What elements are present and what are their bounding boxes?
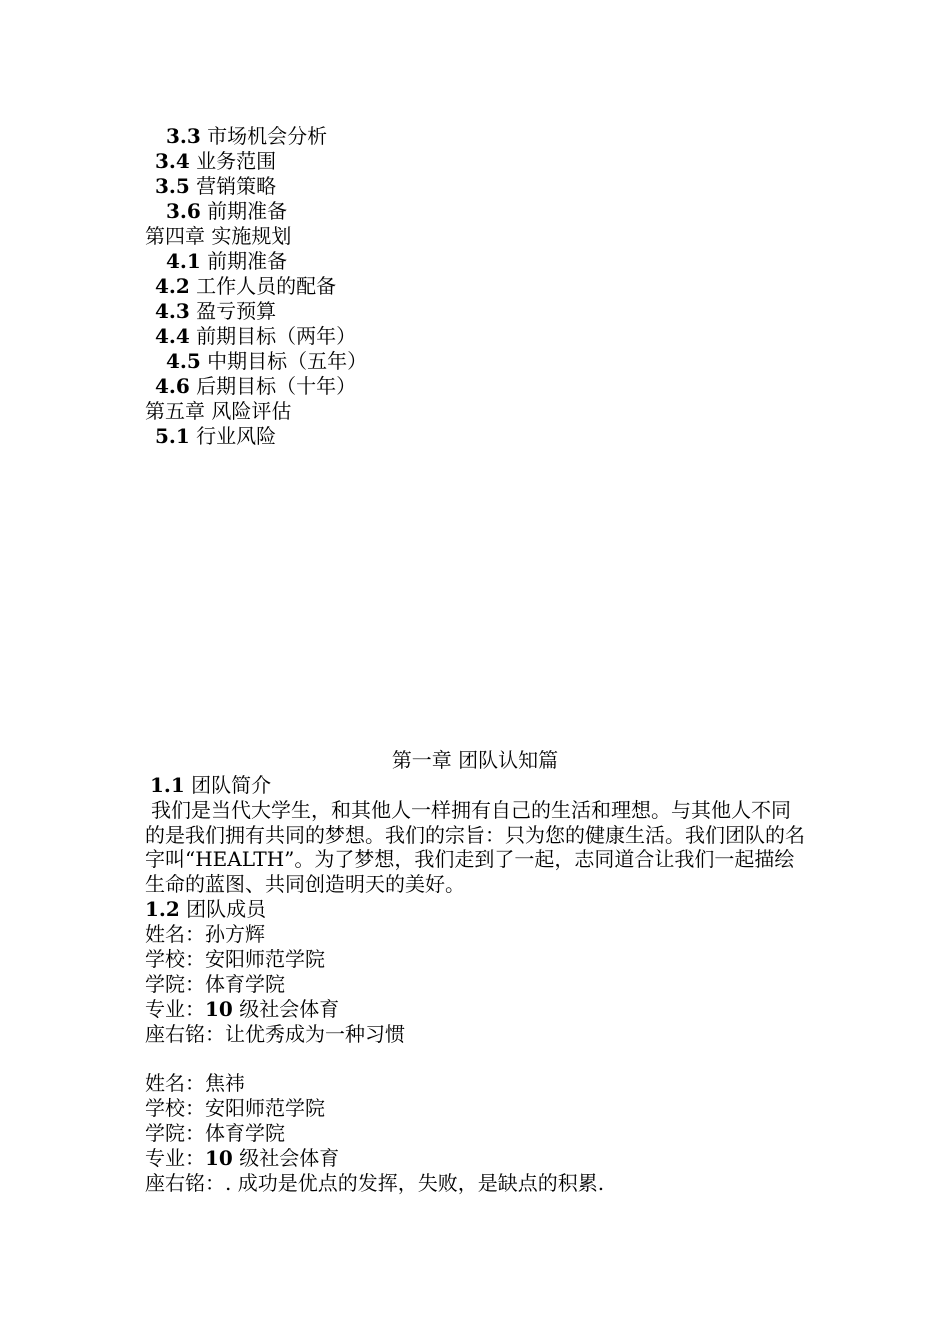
toc-text: 行业风险 [196, 424, 277, 448]
toc-item-4-5[interactable] [166, 349, 367, 373]
major-label: 专业： [145, 1146, 205, 1170]
toc-item-3-5[interactable] [155, 174, 276, 198]
toc-number: 4.5 [166, 349, 201, 373]
section-heading-1-2 [145, 897, 266, 921]
section-heading-1-1 [150, 773, 271, 797]
major-label: 专业： [145, 997, 205, 1021]
toc-text: 工作人员的配备 [196, 274, 337, 298]
member-motto: 座右铭：让优秀成为一种习惯 [145, 1022, 405, 1046]
member-name: 姓名：焦祎 [145, 1071, 245, 1095]
toc-text: 第四章 实施规划 [145, 224, 292, 248]
member-motto: 座右铭：. 成功是优点的发挥，失败，是缺点的积累. [145, 1171, 605, 1195]
toc-item-3-3[interactable] [166, 124, 327, 148]
toc-item-4-6[interactable] [155, 374, 356, 398]
toc-number: 4.4 [155, 324, 190, 348]
toc-text: 业务范围 [196, 149, 277, 173]
toc-text: 第五章 风险评估 [145, 399, 292, 423]
toc-item-3-6[interactable] [166, 199, 287, 223]
section-title: 团队简介 [191, 773, 272, 797]
toc-number: 3.6 [166, 199, 201, 223]
toc-text: 前期准备 [207, 199, 288, 223]
toc-text: 市场机会分析 [207, 124, 328, 148]
toc-text: 盈亏预算 [196, 299, 277, 323]
toc-number: 5.1 [155, 424, 190, 448]
member-school: 学校：安阳师范学院 [145, 1096, 325, 1120]
toc-item-5-1[interactable] [155, 424, 276, 448]
toc-number: 3.3 [166, 124, 201, 148]
toc-item-4-1[interactable] [166, 249, 287, 273]
member-major [145, 1146, 339, 1170]
toc-number: 4.3 [155, 299, 190, 323]
member-name: 姓名：孙方辉 [145, 922, 265, 946]
toc-chapter-5[interactable] [145, 399, 291, 423]
toc-text: 前期目标（两年） [196, 324, 357, 348]
member-major [145, 997, 339, 1021]
section-number: 1.1 [150, 773, 185, 797]
toc-number: 3.5 [155, 174, 190, 198]
toc-item-3-4[interactable] [155, 149, 276, 173]
toc-item-4-3[interactable] [155, 299, 276, 323]
toc-number: 4.1 [166, 249, 201, 273]
team-intro-paragraph: 我们是当代大学生，和其他人一样拥有自己的生活和理想。与其他人不同的是我们拥有共同的梦想。我们的宗旨：只为您的健康生活。我们团队的名字叫“HEALTH”。为了梦想，我们走到了一起，志同道合让我们一起描绘生命的蓝图、共同创造明天的美好。 [145, 798, 805, 896]
toc-item-4-2[interactable] [155, 274, 336, 298]
member-college: 学院：体育学院 [145, 972, 285, 996]
section-number: 1.2 [145, 897, 180, 921]
major-text: 级社会体育 [239, 1146, 340, 1170]
member-school: 学校：安阳师范学院 [145, 947, 325, 971]
chapter-heading: 第一章 团队认知篇 [391, 748, 559, 772]
toc-item-4-4[interactable] [155, 324, 356, 348]
member-college: 学院：体育学院 [145, 1121, 285, 1145]
toc-number: 3.4 [155, 149, 190, 173]
section-title: 团队成员 [186, 897, 267, 921]
toc-text: 中期目标（五年） [207, 349, 368, 373]
toc-text: 后期目标（十年） [196, 374, 357, 398]
major-year: 10 [205, 997, 233, 1021]
major-year: 10 [205, 1146, 233, 1170]
toc-chapter-4[interactable] [145, 224, 291, 248]
toc-text: 营销策略 [196, 174, 277, 198]
major-text: 级社会体育 [239, 997, 340, 1021]
toc-number: 4.6 [155, 374, 190, 398]
toc-number: 4.2 [155, 274, 190, 298]
toc-text: 前期准备 [207, 249, 288, 273]
